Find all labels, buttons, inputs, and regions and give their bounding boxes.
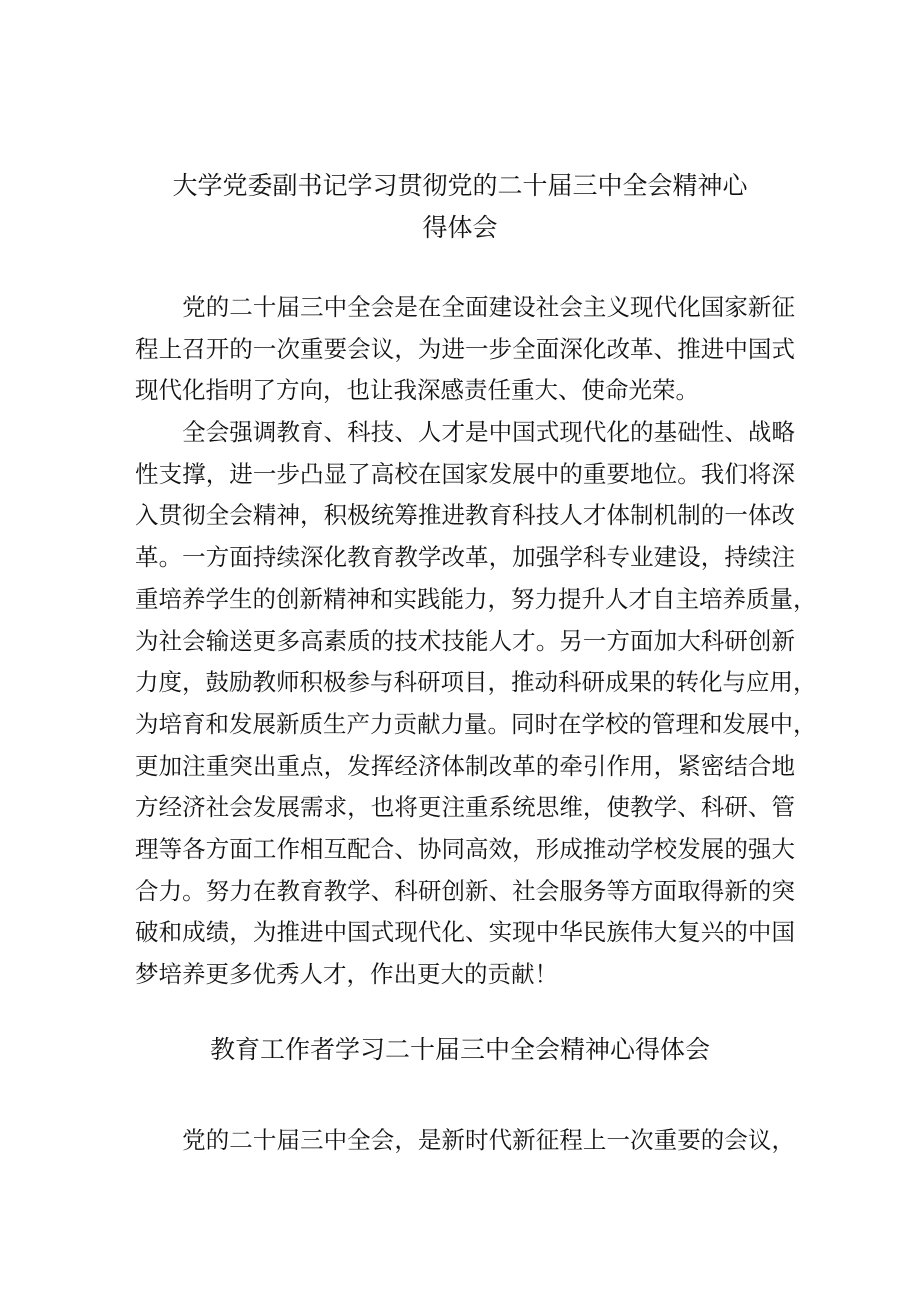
paragraph-line: 入贯彻全会精神，积极统筹推进教育科技人才体制机制的一体改 [135, 501, 795, 530]
paragraph-line: 革。一方面持续深化教育教学改革，加强学科专业建设，持续注 [135, 543, 795, 572]
paragraph-line: 全会强调教育、科技、人才是中国式现代化的基础性、战略 [135, 418, 795, 446]
article-2-paragraph-1 [135, 1120, 795, 1162]
paragraph-line: 程上召开的一次重要会议，为进一步全面深化改革、推进中国式 [135, 334, 795, 363]
paragraph-line: 更加注重突出重点，发挥经济体制改革的牵引作用，紧密结合地 [135, 751, 795, 780]
article-title-line-1: 大学党委副书记学习贯彻党的二十届三中全会精神心 [172, 171, 748, 200]
paragraph-line: 破和成绩，为推进中国式现代化、实现中华民族伟大复兴的中国 [135, 918, 795, 947]
article-paragraph-1 [135, 287, 795, 412]
article-2-title: 教育工作者学习二十届三中全会精神心得体会 [209, 1035, 710, 1064]
paragraph-line: 性支撑，进一步凸显了高校在国家发展中的重要地位。我们将深 [135, 459, 795, 488]
paragraph-line: 党的二十届三中全会是在全面建设社会主义现代化国家新征 [135, 293, 795, 321]
paragraph-line: 为社会输送更多高素质的技术技能人才。另一方面加大科研创新 [135, 626, 795, 655]
paragraph-line: 党的二十届三中全会，是新时代新征程上一次重要的会议， [135, 1126, 795, 1154]
paragraph-line: 重培养学生的创新精神和实践能力，努力提升人才自主培养质量， [135, 584, 817, 613]
paragraph-line: 理等各方面工作相互配合、协同高效，形成推动学校发展的强大 [135, 835, 795, 864]
paragraph-line: 方经济社会发展需求，也将更注重系统思维，使教学、科研、管 [135, 793, 795, 822]
paragraph-line: 梦培养更多优秀人才，作出更大的贡献！ [135, 960, 558, 989]
paragraph-line: 力度，鼓励教师积极参与科研项目，推动科研成果的转化与应用， [135, 668, 817, 697]
paragraph-line: 现代化指明了方向，也让我深感责任重大、使命光荣。 [135, 376, 699, 405]
paragraph-line: 为培育和发展新质生产力贡献力量。同时在学校的管理和发展中， [135, 709, 817, 738]
article-paragraph-2 [135, 412, 817, 996]
article-title-line-2: 得体会 [422, 213, 498, 242]
paragraph-line: 合力。努力在教育教学、科研创新、社会服务等方面取得新的突 [135, 876, 795, 905]
